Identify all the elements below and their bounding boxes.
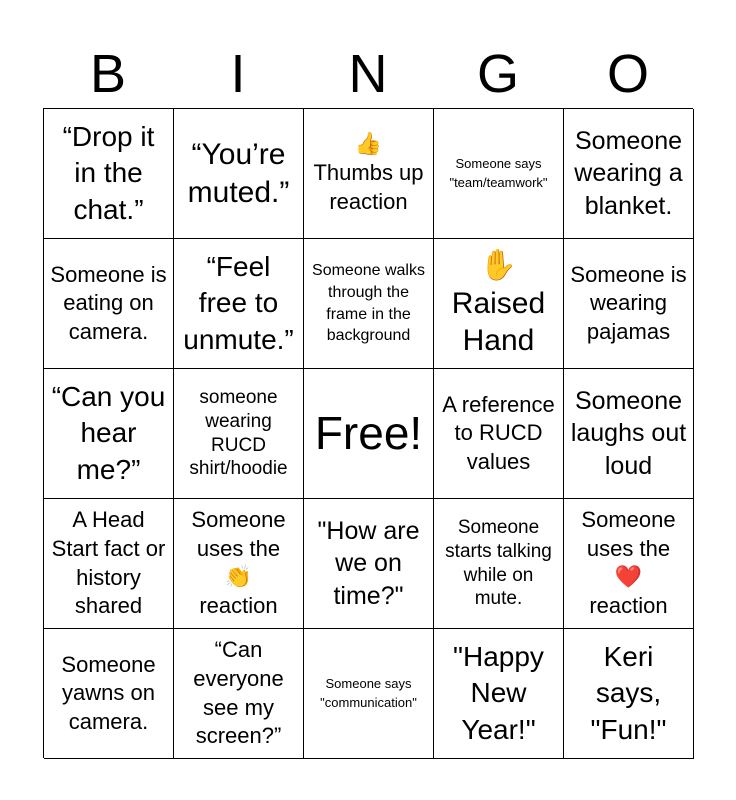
bingo-square-o1[interactable]	[564, 109, 694, 239]
square-label-after: reaction	[199, 593, 278, 619]
bingo-square-i5[interactable]	[174, 629, 304, 759]
bingo-square-i1[interactable]	[174, 109, 304, 239]
square-label: “Feel free to unmute.”	[183, 250, 294, 355]
square-label-after: reaction	[589, 593, 668, 619]
bingo-square-o5[interactable]	[564, 629, 694, 759]
bingo-square-o3[interactable]	[564, 369, 694, 499]
square-label: Someone uses the	[581, 507, 676, 561]
bingo-square-b5[interactable]	[44, 629, 174, 759]
square-label: “Can everyone see my screen?”	[193, 637, 284, 749]
bingo-square-n1[interactable]	[304, 109, 434, 239]
square-label: A reference to RUCD values	[442, 391, 555, 474]
bingo-square-n2[interactable]	[304, 239, 434, 369]
header-letter-b: B	[89, 44, 127, 104]
square-label: Someone is wearing pajamas	[570, 261, 687, 344]
bingo-square-b1[interactable]	[44, 109, 174, 239]
bingo-square-n5[interactable]	[304, 629, 434, 759]
bingo-square-g2[interactable]	[434, 239, 564, 369]
bingo-square-b4[interactable]	[44, 499, 174, 629]
square-label: Someone laughs out loud	[570, 386, 687, 480]
square-label: Someone starts talking while on mute.	[445, 517, 552, 610]
bingo-square-g3[interactable]	[434, 369, 564, 499]
bingo-square-free[interactable]	[304, 369, 434, 499]
clapping-hands-icon: 👏	[224, 564, 253, 590]
square-label: “You’re muted.”	[187, 138, 290, 209]
header-letter-i: I	[230, 44, 246, 104]
square-label: Someone uses the	[191, 507, 286, 561]
bingo-square-n4[interactable]	[304, 499, 434, 629]
square-label: someone wearing RUCD shirt/hoodie	[189, 387, 288, 480]
red-heart-icon: ❤️	[614, 564, 643, 590]
square-label: Someone yawns on camera.	[61, 651, 156, 734]
bingo-square-g1[interactable]	[434, 109, 564, 239]
bingo-square-i4[interactable]	[174, 499, 304, 629]
bingo-card	[43, 108, 693, 758]
header-letter-n: N	[348, 44, 388, 104]
bingo-square-i2[interactable]	[174, 239, 304, 369]
square-label: Someone says "team/teamwork"	[449, 156, 548, 190]
bingo-square-b2[interactable]	[44, 239, 174, 369]
header-letter-g: G	[476, 44, 519, 104]
bingo-header	[43, 40, 693, 108]
bingo-square-o2[interactable]	[564, 239, 694, 369]
bingo-square-g5[interactable]	[434, 629, 564, 759]
header-letter-o: O	[606, 44, 649, 104]
square-label: "How are we on time?"	[317, 516, 420, 610]
square-label: Someone wearing a blanket.	[574, 126, 683, 220]
square-label: Someone says "communication"	[320, 676, 417, 710]
square-label: Someone is eating on camera.	[50, 261, 167, 344]
square-label: Thumbs up reaction	[313, 160, 424, 214]
square-label: Raised Hand	[451, 286, 546, 358]
bingo-square-b3[interactable]	[44, 369, 174, 499]
square-label: A Head Start fact or history shared	[51, 507, 166, 619]
bingo-square-i3[interactable]	[174, 369, 304, 499]
square-label: Keri says, "Fun!"	[590, 640, 667, 745]
square-label: "Happy New Year!"	[453, 640, 544, 745]
bingo-square-o4[interactable]	[564, 499, 694, 629]
bingo-square-g4[interactable]	[434, 499, 564, 629]
free-space-label: Free!	[314, 407, 423, 460]
thumbs-up-icon: 👍	[354, 131, 383, 157]
square-label: Someone walks through the frame in the background	[312, 262, 425, 345]
square-label: “Can you hear me?”	[51, 380, 166, 485]
square-label: “Drop it in the chat.”	[62, 120, 155, 225]
raised-hand-icon: ✋	[479, 248, 518, 284]
